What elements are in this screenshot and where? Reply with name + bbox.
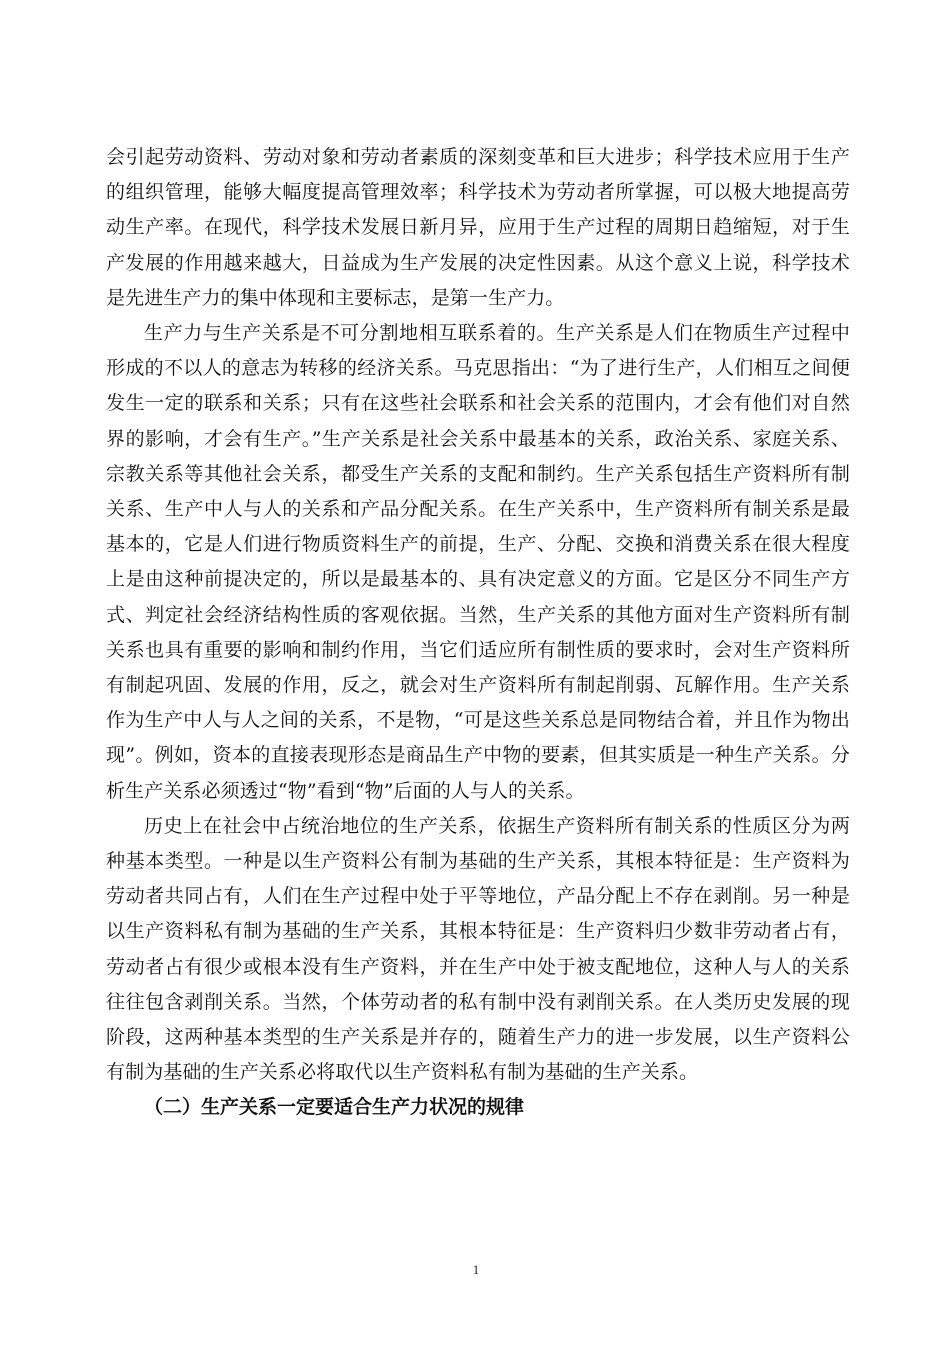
document-page <box>106 140 850 1126</box>
paragraph-continuation: 会引起劳动资料、劳动对象和劳动者素质的深刻变革和巨大进步；科学技术应用于生产的组织管理，能够大幅度提高管理效率；科学技术为劳动者所掌握，可以极大地提高劳动生产率。在现代，科学技术发展日新月异，应用于生产过程的周期日趋缩短，对于生产发展的作用越来越大，日益成为生产发展的决定性因素。从这个意义上说，科学技术是先进生产力的集中体现和主要标志，是第一生产力。 <box>106 146 850 309</box>
page-number: 1 <box>472 1262 480 1277</box>
paragraph-productive-relations: 生产力与生产关系是不可分割地相互联系着的。生产关系是人们在物质生产过程中形成的不以人的意志为转移的经济关系。马克思指出：“为了进行生产，人们相互之间便发生一定的联系和关系；只有在这些社会联系和社会关系的范围内，才会有他们对自然界的影响，才会有生产。”生产关系是社会关系中最基本的关系，政治关系、家庭关系、宗教关系等其他社会关系，都受生产关系的支配和制约。生产关系包括生产资料所有制关系、生产中人与人的关系和产品分配关系。在生产关系中，生产资料所有制关系是最基本的，它是人们进行物质资料生产的前提，生产、分配、交换和消费关系在很大程度上是由这种前提决定的，所以是最基本的、具有决定意义的方面。它是区分不同生产方式、判定社会经济结构性质的客观依据。当然，生产关系的其他方面对生产资料所有制关系也具有重要的影响和制约作用，当它们适应所有制性质的要求时，会对生产资料所有制起巩固、发展的作用，反之，就会对生产资料所有制起削弱、瓦解作用。生产关系作为生产中人与人之间的关系，不是物，“可是这些关系总是同物结合着，并且作为物出现”。例如，资本的直接表现形态是商品生产中物的要素，但其实质是一种生产关系。分析生产关系必须透过“物”看到“物”后面的人与人的关系。 <box>106 322 850 802</box>
section-heading: （二）生产关系一定要适合生产力状况的规律 <box>144 1096 525 1119</box>
paragraph-basic-types: 历史上在社会中占统治地位的生产关系，依据生产资料所有制关系的性质区分为两种基本类型。一种是以生产资料公有制为基础的生产关系，其根本特征是：生产资料为劳动者共同占有，人们在生产过程中处于平等地位，产品分配上不存在剥削。另一种是以生产资料私有制为基础的生产关系，其根本特征是：生产资料归少数非劳动者占有，劳动者占有很少或根本没有生产资料，并在生产中处于被支配地位，这种人与人的关系往往包含剥削关系。当然，个体劳动者的私有制中没有剥削关系。在人类历史发展的现阶段，这两种基本类型的生产关系是并存的，随着生产力的进一步发展，以生产资料公有制为基础的生产关系必将取代以生产资料私有制为基础的生产关系。 <box>106 814 850 1084</box>
